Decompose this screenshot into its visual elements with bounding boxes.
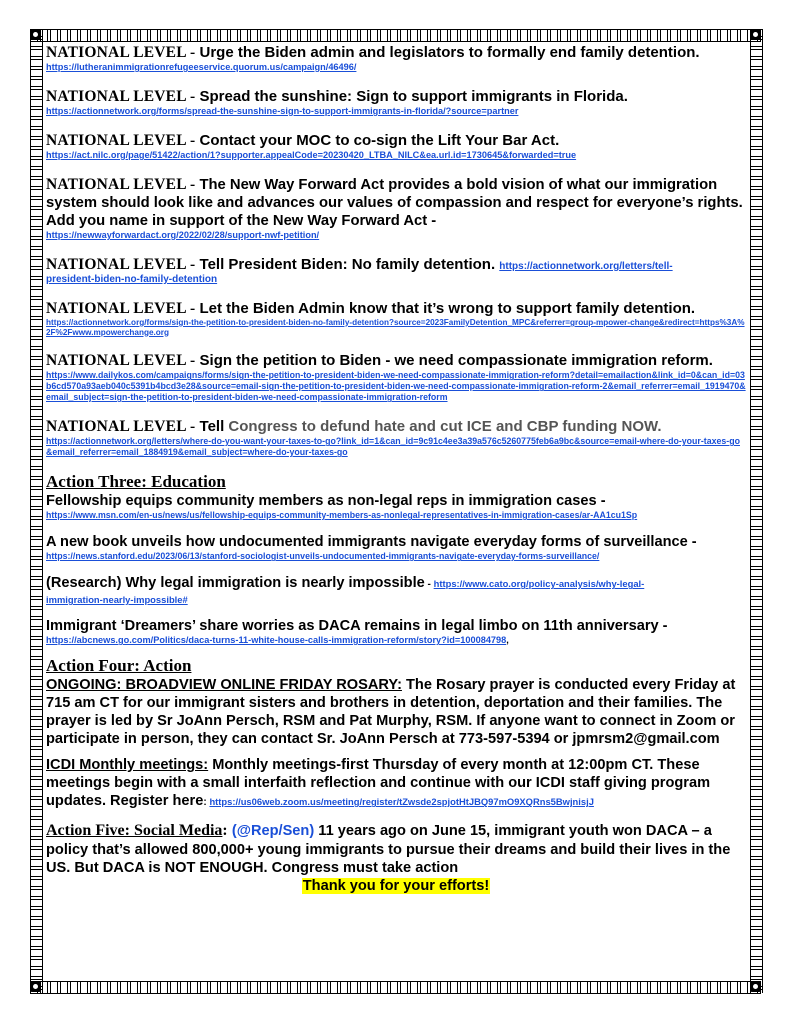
national-action-item	[46, 418, 746, 458]
icdi-text: Monthly meetings-first Thursday of every month at 12:00pm CT. These meetings begin with a small interfaith reflection and continue with our ICDI staff giving program updates. Register here	[46, 757, 711, 810]
national-level-label: NATIONAL LEVEL -	[46, 88, 196, 105]
action-headline: Let the Biden Admin know that it’s wrong to support family detention.	[199, 300, 696, 317]
national-action-item	[46, 132, 746, 161]
education-item	[46, 533, 746, 562]
icdi-paragraph	[46, 756, 746, 812]
border-corner-icon	[30, 29, 41, 40]
action-headline: Congress to defund hate and cut ICE and CBP funding NOW.	[228, 418, 662, 436]
social-colon: :	[222, 822, 232, 840]
decorative-border-right	[750, 29, 763, 993]
education-link[interactable]: https://abcnews.go.com/Politics/daca-turns-11-white-house-calls-immigration-reform/story?id=100084798	[46, 635, 507, 646]
education-link[interactable]: https://news.stanford.edu/2023/06/13/stanford-sociologist-unveils-undocumented-immigrants-navigate-everyday-forms-surveillance/	[46, 551, 600, 562]
border-corner-icon	[750, 29, 761, 40]
decorative-border-top	[30, 29, 761, 42]
action-headline: Sign the petition to Biden - we need compassionate immigration reform.	[199, 352, 713, 370]
education-item-text: A new book unveils how undocumented immigrants navigate everyday forms of surveillance -	[46, 534, 697, 551]
icdi-label: ICDI Monthly meetings:	[46, 757, 209, 774]
border-corner-icon	[750, 981, 761, 992]
national-level-label: NATIONAL LEVEL -	[46, 300, 196, 317]
action-headline: The New Way Forward Act provides a bold vision of what our immigration system should look like and advances our values of compassion and respect for everyone’s rights. Add you name in support of the New Way Forward Act -	[46, 177, 743, 229]
action-link[interactable]: https://newwayforwardact.org/2022/02/28/support-nwf-petition/	[46, 230, 320, 240]
border-corner-icon	[30, 981, 41, 992]
national-action-item	[46, 88, 746, 117]
action-link[interactable]: https://actionnetwork.org/letters/tell-	[499, 261, 673, 272]
education-dash: -	[424, 579, 434, 591]
action-headline-prefix: Tell	[199, 418, 225, 436]
education-item	[46, 492, 746, 521]
action-link[interactable]: https://act.nilc.org/page/51422/action/1?supporter.appealCode=20230420_LTBA_NILC&ea.url.id=1730645&forwarded=true	[46, 150, 577, 160]
national-action-item	[46, 44, 746, 73]
social-section	[46, 821, 746, 895]
section-title-action: Action Four: Action	[46, 656, 192, 676]
link-suffix: ,	[506, 635, 509, 646]
national-level-label: NATIONAL LEVEL -	[46, 256, 196, 273]
national-level-label: NATIONAL LEVEL -	[46, 352, 196, 370]
decorative-border-left	[30, 29, 43, 993]
action-link[interactable]: https://actionnetwork.org/letters/where-do-you-want-your-taxes-to-go?link_id=1&can_id=9c91c4ee3a39a576c5260775feb6a9bc&source=email-where-do-your-taxes-go&email_referrer=email_1884919&email_subject=where-do-your-taxes-go	[46, 436, 740, 458]
action-headline: Urge the Biden admin and legislators to formally end family detention.	[199, 44, 700, 61]
action-headline: Spread the sunshine: Sign to support immigrants in Florida.	[199, 88, 628, 105]
rosary-paragraph	[46, 676, 746, 748]
national-level-label: NATIONAL LEVEL -	[46, 44, 196, 61]
national-action-item	[46, 176, 746, 241]
action-headline: Contact your MOC to co-sign the Lift Your Bar Act.	[199, 132, 560, 149]
section-title-social: Action Five: Social Media	[46, 822, 223, 840]
action-link[interactable]: https://www.dailykos.com/campaigns/forms/sign-the-petition-to-president-biden-we-need-compassionate-immigration-reform?detail=emailaction&link_id=0&can_id=03b6cd570a93aeb040c5391b4bcd3e28&source=email-sign-the-petition-to-president-biden-we-need-compassionate-immigration-reform-2&email_referrer=email_1919470&email_subject=sign-the-petition-to-president-biden-we-need-compassionate-immigration-reform	[46, 370, 746, 403]
action-link-continued[interactable]: president-biden-no-family-detention	[46, 274, 218, 285]
education-item-text: Immigrant ‘Dreamers’ share worries as DACA remains in legal limbo on 11th anniversary -	[46, 618, 668, 635]
national-action-item	[46, 300, 746, 337]
rosary-text: The Rosary prayer is conducted every Friday at 715 am CT for our immigrant sisters and brothers in detention, deportation and their families. The prayer is led by Sr JoAnn Persch, RSM and Pat Murphy, RSM. If anyone want to connect in Zoom or participate in person, they can contact Sr. JoAnn Persch at 773-597-5394 or jpmrsm2@gmail.com	[46, 677, 736, 748]
education-link[interactable]: https://www.cato.org/policy-analysis/why-legal-	[433, 578, 645, 590]
national-level-label: NATIONAL LEVEL -	[46, 418, 196, 436]
action-section	[46, 656, 746, 812]
action-link[interactable]: https://actionnetwork.org/forms/spread-the-sunshine-sign-to-support-immigrants-in-florida/?source=partner	[46, 106, 519, 116]
education-item	[46, 617, 746, 646]
rosary-label: ONGOING: BROADVIEW ONLINE FRIDAY ROSARY:	[46, 677, 402, 694]
national-level-label: NATIONAL LEVEL -	[46, 176, 196, 193]
education-link-continued[interactable]: immigration-nearly-impossible#	[46, 594, 188, 606]
education-item-text: (Research) Why legal immigration is nearly impossible	[46, 575, 425, 592]
social-paragraph	[46, 821, 746, 877]
icdi-colon: :	[203, 797, 210, 809]
national-action-item	[46, 352, 746, 403]
icdi-register-link[interactable]: https://us06web.zoom.us/meeting/register/tZwsde2spjotHtJBQ97mO9XQRns5BwjnisjJ	[209, 796, 594, 808]
social-text: 11 years ago on June 15, immigrant youth won DACA – a policy that’s allowed 800,000+ young immigrants to pursue their dreams and build their lives in the US. But DACA is NOT ENOUGH. Congress must take action	[46, 823, 731, 877]
education-link[interactable]: https://www.msn.com/en-us/news/us/fellowship-equips-community-members-as-nonlegal-representatives-in-immigration-cases/ar-AA1cu1Sp	[46, 510, 638, 521]
education-section	[46, 472, 746, 646]
education-item-text: Fellowship equips community members as non-legal reps in immigration cases -	[46, 493, 606, 510]
action-link[interactable]: https://lutheranimmigrationrefugeeservice.quorum.us/campaign/46496/	[46, 62, 357, 72]
thank-you-note: Thank you for your efforts!	[302, 878, 490, 895]
document-content	[46, 44, 746, 895]
education-item	[46, 574, 746, 605]
national-level-label: NATIONAL LEVEL -	[46, 132, 196, 149]
national-action-item	[46, 256, 746, 285]
action-headline: Tell President Biden: No family detention.	[199, 256, 496, 273]
decorative-border-bottom	[30, 981, 761, 994]
section-title-education: Action Three: Education	[46, 472, 226, 492]
social-tag: (@Rep/Sen)	[231, 823, 315, 840]
action-link[interactable]: https://actionnetwork.org/forms/sign-the-petition-to-president-biden-no-family-detention?source=2023FamilyDetention_MPC&referrer=group-mpower-change&redirect=https%3A%2F%2Fwww.mpowerchange.org	[46, 318, 745, 337]
